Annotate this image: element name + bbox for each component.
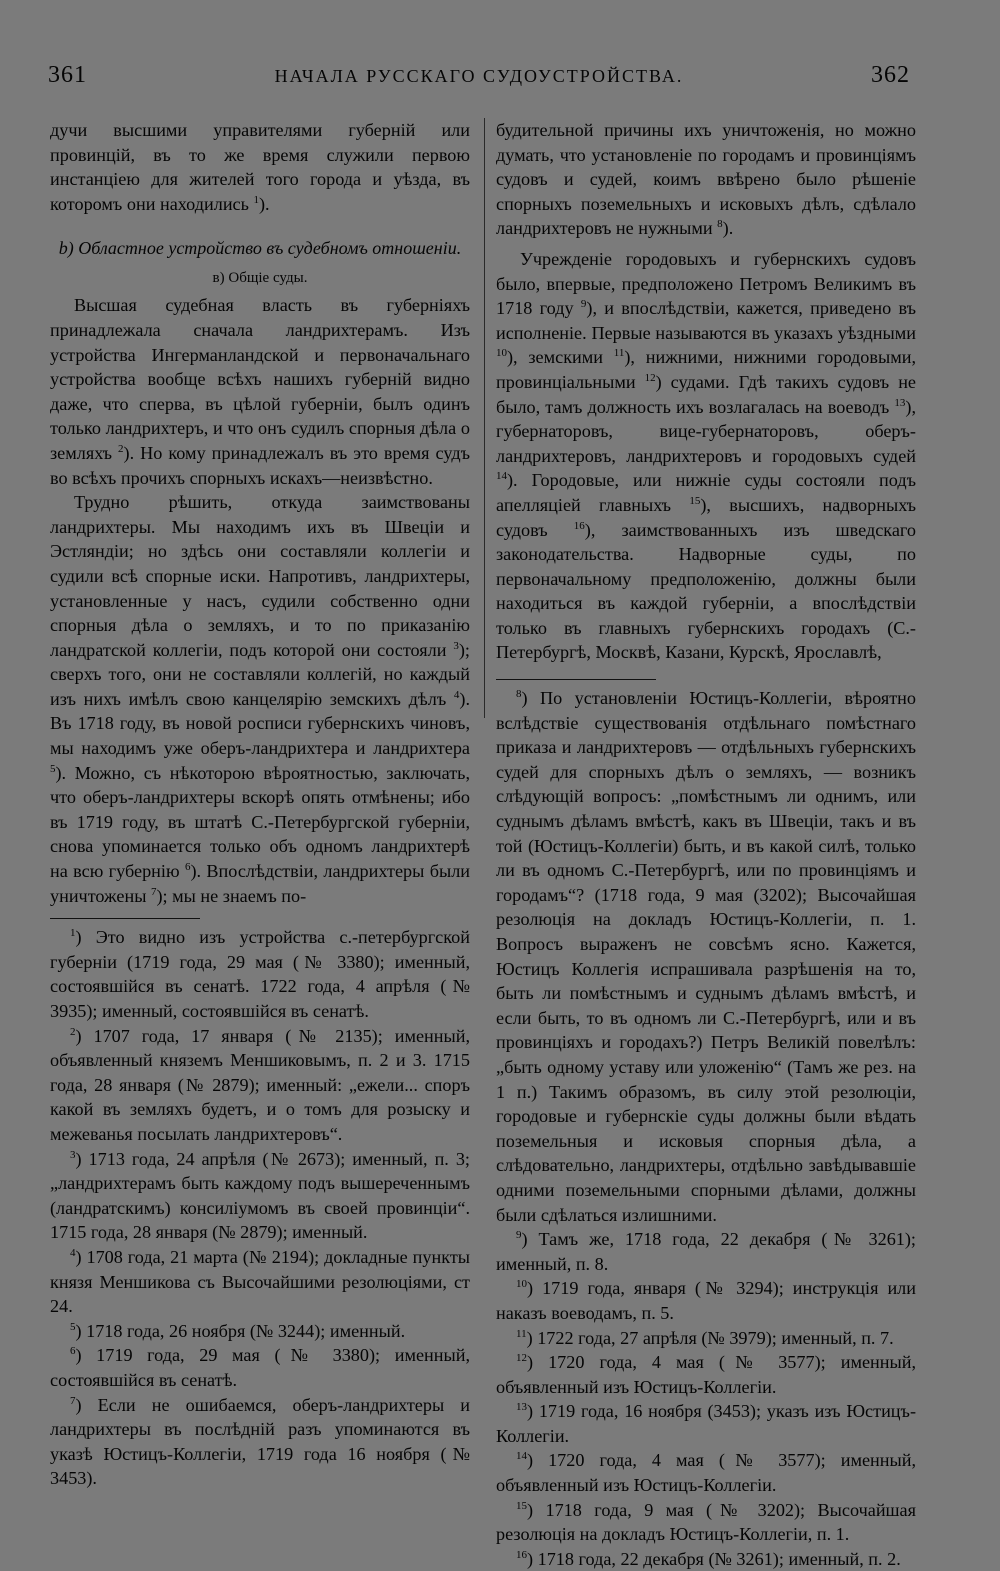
footnote: $^5$) 1718 года, 26 ноября (№ 3244); именный. — [70, 1320, 406, 1341]
page-number-right: 362 — [871, 62, 910, 88]
left-column — [50, 118, 470, 1491]
footnote: $^7$) Если не ошибаемся, оберъ-ландрихтеры и ландрихтеры въ послѣдній разъ упоминаются въ указѣ Юстицъ-Коллегіи, 1719 года 16 ноября (№ 3453). — [50, 1394, 470, 1489]
footnote: $^{11}$) 1722 года, 27 апрѣля (№ 3979); именный, п. 7. — [516, 1327, 894, 1348]
subsection-title: в) Общіе суды. — [212, 270, 308, 287]
footnote: $^{10}$) 1719 года, января (№ 3294); инструкція или наказъ воеводамъ, п. 5. — [496, 1278, 916, 1323]
footnotes — [50, 925, 470, 1491]
page-number-left: 361 — [48, 62, 87, 88]
paragraph: Учрежденіе городовыхъ и губернскихъ судовъ было, впервые, предположено Петромъ Великимъ въ 1718 году $^9$), и впослѣдствіи, кажется, приведено въ исполненіе. Первые называются въ указахъ уѣздными $^{10}$), земскими $^{11}$), нижними, нижними городовыми, провинціальными $^{12}$) судами. Гдѣ такихъ судовъ не было, тамъ должность ихъ возлагалась на воеводъ $^{13}$), губернаторовъ, вице-губернаторовъ, оберъ-ландрихтеровъ, ландрихтеровъ и городовыхъ судей $^{14}$). Городовые, или нижніе суды состояли подъ апелляціей главныхъ $^{15}$), высшихъ, надворныхъ судовъ $^{16}$), заимствованныхъ изъ шведскаго законодательства. Надворные суды, по первоначальному предположенію, должны были находиться въ каждой губерніи, а впослѣдствіи только въ главныхъ губернскихъ городахъ (С.-Петербургѣ, Москвѣ, Казани, Курскѣ, Ярославлѣ, — [496, 248, 917, 663]
footnote: $^{13}$) 1719 года, 16 ноября (3453); указъ изъ Юстицъ-Коллегіи. — [496, 1401, 916, 1446]
footnote: $^3$) 1713 года, 24 апрѣля (№ 2673); именный, п. 3; „ландрихтерамъ быть каждому подъ вышереченнымъ (ландратскимъ) консиліумомъ въ своей провинціи“. 1715 года, 28 января (№ 2879); именный. — [50, 1148, 470, 1243]
paragraph: дучи высшими управителями губерній или провинцій, въ то же время служили первою инстанціею для жителей того города и уѣзда, въ которомъ они находились $^1$). — [50, 120, 470, 214]
footnote-divider — [50, 918, 200, 919]
footnote: $^8$) По установленіи Юстицъ-Коллегіи, вѣроятно вслѣдствіе существованія отдѣльнаго помѣстнаго приказа и ландрихтеровъ — отдѣльныхъ губернскихъ судей для спорныхъ дѣлъ о земляхъ, — возникъ слѣдующій вопросъ: „помѣстнымъ ли однимъ, или суднымъ дѣламъ вмѣстѣ, какъ въ Швеціи, такъ и въ той (Юстицъ-Коллегіи) быть, и въ какой силѣ, только ли въ одномъ С.-Петербургѣ, или по провинціямъ и городамъ“? (1718 года, 9 мая (3202); Высочайшая резолюція на докладъ Юстицъ-Коллегіи, п. 1. Вопросъ выраженъ не совсѣмъ ясно. Кажется, Юстицъ Коллегія испрашивала разрѣшенія на то, быть ли помѣстнымъ и суднымъ дѣламъ вмѣстѣ, и если быть, то въ одномъ ли С.-Петербургѣ, или и въ провинціяхъ и городахъ?) Петръ Великій повелѣлъ: „быть одному уставу или уложенію“ (Тамъ же рез. на 1 п.) Такимъ образомъ, въ силу этой резолюціи, городовые и губернскіе суды должны были вѣдать поземельныя и исковыя спорныя дѣла, а слѣдовательно, ландрихтеры, отдѣльно завѣдывавшіе одними поземельными спорными дѣлами, должны были сдѣлаться излишними. — [496, 688, 916, 1225]
footnotes — [496, 686, 916, 1571]
footnote: $^4$) 1708 года, 21 марта (№ 2194); докладные пункты князя Меншикова съ Высочайшими резолюціями, ст 24. — [50, 1246, 470, 1317]
footnote: $^9$) Тамъ же, 1718 года, 22 декабря (№ 3261); именный, п. 8. — [496, 1229, 916, 1274]
footnote: $^2$) 1707 года, 17 января (№ 2135); именный, объявленный княземъ Меншиковымъ, п. 2 и 3. 1715 года, 28 января (№ 2879); именный: „ежели... споръ какой въ земляхъ будетъ, и о томъ для розыску и межеванья посылать ландрихтеровъ“. — [50, 1025, 470, 1144]
column-divider — [484, 118, 485, 718]
section-title: b) Областное устройство въ судебномъ отношеніи. — [58, 238, 462, 259]
paragraph: будительной причины ихъ уничтоженія, но можно думать, что установленіе по городамъ и провинціямъ судовъ и судей, коимъ ввѣрено было рѣшеніе спорныхъ поземельныхъ и исковыхъ дѣлъ, сдѣлало ландрихтеровъ не нужными $^8$). — [496, 120, 916, 239]
right-column — [496, 118, 916, 1571]
page-header — [48, 62, 910, 98]
footnote: $^{16}$) 1718 года, 22 декабря (№ 3261); именный, п. 2. — [516, 1548, 901, 1569]
footnote: $^{14}$) 1720 года, 4 мая (№ 3577); именный, объявленный изъ Юстицъ-Коллегіи. — [496, 1450, 916, 1496]
footnote-divider — [496, 679, 656, 680]
paragraph: Высшая судебная власть въ губерніяхъ принадлежала сначала ландрихтерамъ. Изъ устройства Ингерманландской и первоначальнаго устройства вообще всѣхъ нашихъ губерній видно даже, что сперва, въ цѣлой губерніи, былъ одинъ только ландрихтеръ, и что онъ судилъ спорныя дѣла о земляхъ $^2$). Но кому принадлежалъ въ это время судъ во всѣхъ прочихъ спорныхъ искахъ—неизвѣстно. — [50, 295, 470, 488]
paragraph: Трудно рѣшить, откуда заимствованы ландрихтеры. Мы находимъ ихъ въ Швеціи и Эстляндіи; но здѣсь они составляли коллегіи и судили всѣ спорные иски. Напротивъ, ландрихтеры, установленные у насъ, судили собственно одни спорныя дѣла о земляхъ, и то по приказанію ландратской коллегіи, подъ которой они состояли $^3$); сверхъ того, они не составляли коллегій, но каждый изъ нихъ имѣлъ свою канцелярію земскихъ дѣлъ $^4$). Въ 1718 году, въ новой росписи губернскихъ чиновъ, мы находимъ уже оберъ-ландрихтера и ландрихтера $^5$). Можно, съ нѣкоторою вѣроятностью, заключать, что оберъ-ландрихтеры вскорѣ опять отмѣнены; ибо въ 1719 году, въ штатѣ С.-Петербургской губерніи, снова упоминается только объ одномъ ландрихтерѣ на всю губернію $^6$). Впослѣдствіи, ландрихтеры были уничтожены $^7$); мы не знаемъ по- — [50, 492, 470, 906]
footnote: $^6$) 1719 года, 29 мая (№ 3380); именный, состоявшійся въ сенатѣ. — [50, 1345, 470, 1390]
running-head: НАЧАЛА РУССКАГО СУДОУСТРОЙСТВА. — [274, 66, 684, 86]
footnote: $^{15}$) 1718 года, 9 мая (№ 3202); Высочайшая резолюція на докладъ Юстицъ-Коллегіи, п. 1. — [496, 1499, 916, 1545]
footnote: $^{12}$) 1720 года, 4 мая (№ 3577); именный, объявленный изъ Юстицъ-Коллегіи. — [496, 1352, 916, 1397]
footnote: $^1$) Это видно изъ устройства с.-петербургской губерніи (1719 года, 29 мая (№ 3380); именный, состоявшійся въ сенатѣ. 1722 года, 4 апрѣля (№ 3935); именный, состоявшійся въ сенатѣ. — [50, 927, 470, 1021]
